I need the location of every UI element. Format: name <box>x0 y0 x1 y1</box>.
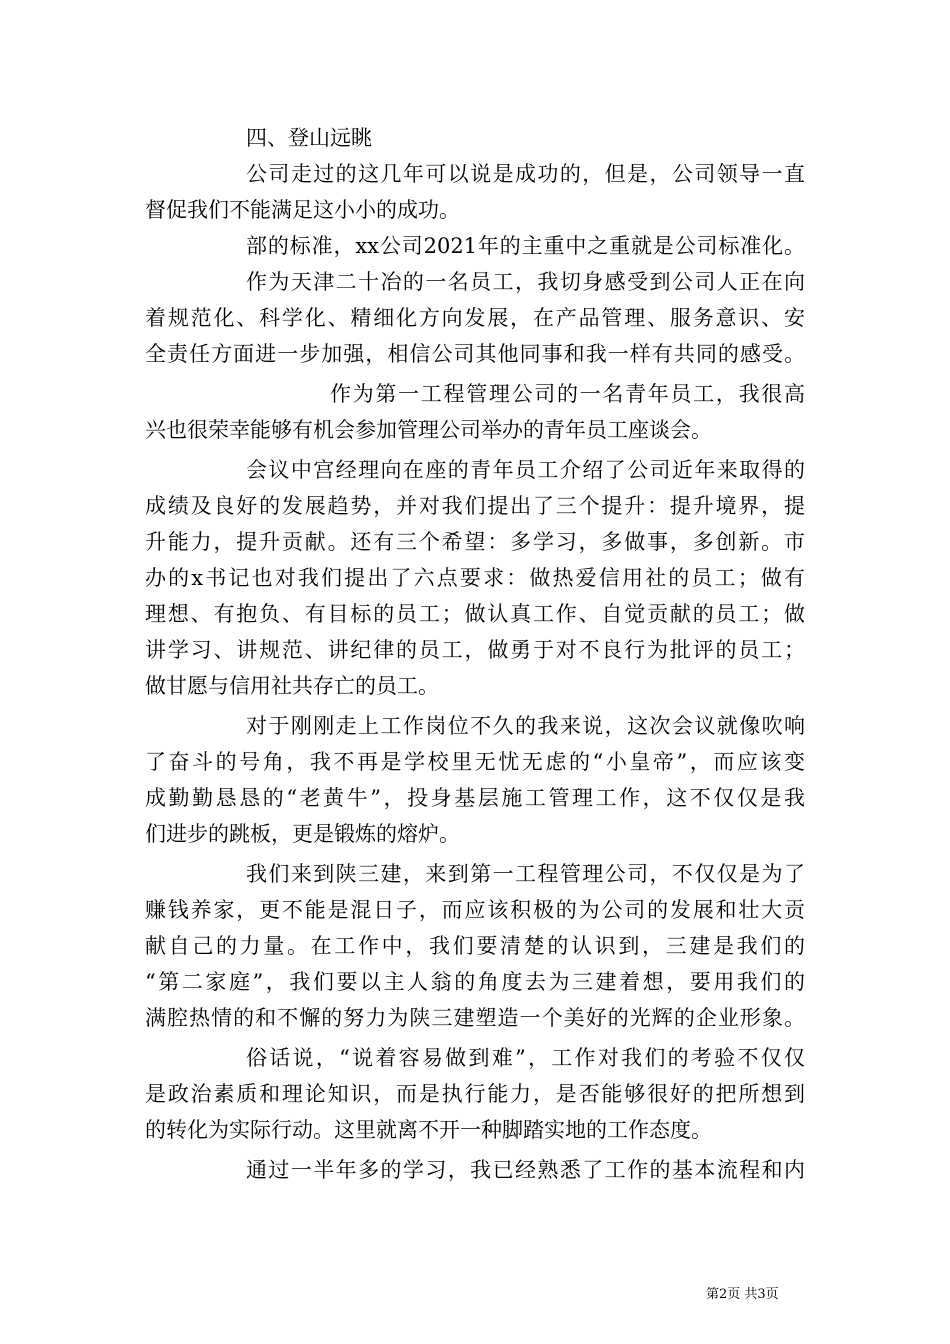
text-line: 讲学习、讲规范、讲纪律的员工，做勇于对不良行为批评的员工； <box>145 638 805 662</box>
text-line: 会议中宫经理向在座的青年员工介绍了公司近年来取得的 <box>246 458 805 482</box>
text-line: 我们来到陕三建，来到第一工程管理公司，不仅仅是为了 <box>246 862 805 886</box>
text-line: 作为天津二十冶的一名员工，我切身感受到公司人正在向 <box>246 270 805 294</box>
section-heading: 四、登山远眺 <box>246 126 372 150</box>
text-line: 办的x书记也对我们提出了六点要求：做热爱信用社的员工；做有 <box>145 566 805 590</box>
text-line: 着规范化、科学化、精细化方向发展，在产品管理、服务意识、安 <box>145 306 805 330</box>
text-line: 兴也很荣幸能够有机会参加管理公司举办的青年员工座谈会。 <box>145 418 712 442</box>
text-line: 理想、有抱负、有目标的员工；做认真工作、自觉贡献的员工；做 <box>145 602 805 626</box>
text-line: 对于刚刚走上工作岗位不久的我来说，这次会议就像吹响 <box>246 714 805 738</box>
text-line: 的转化为实际行动。这里就离不开一种脚踏实地的工作态度。 <box>145 1118 712 1142</box>
text-line: 赚钱养家，更不能是混日子，而应该积极的为公司的发展和壮大贡 <box>145 898 805 922</box>
page-number-footer: 第2页 共3页 <box>706 1287 779 1302</box>
text-line: 升能力，提升贡献。还有三个希望：多学习，多做事，多创新。市 <box>145 530 805 554</box>
text-line: 了奋斗的号角，我不再是学校里无忧无虑的“小皇帝”，而应该变 <box>145 750 805 774</box>
text-line: 作为第一工程管理公司的一名青年员工，我很高 <box>330 382 805 406</box>
text-line: 们进步的跳板，更是锻炼的熔炉。 <box>145 822 460 846</box>
text-line: 献自己的力量。在工作中，我们要清楚的认识到，三建是我们的 <box>145 934 805 958</box>
text-line: 满腔热情的和不懈的努力为陕三建塑造一个美好的光辉的企业形象。 <box>145 1006 805 1030</box>
text-line: 部的标准，xx公司2021年的主重中之重就是公司标准化。 <box>246 234 805 258</box>
text-line: 成绩及良好的发展趋势，并对我们提出了三个提升：提升境界，提 <box>145 494 805 518</box>
text-line: 俗话说，“说着容易做到难”，工作对我们的考验不仅仅 <box>246 1046 805 1070</box>
text-line: 通过一半年多的学习，我已经熟悉了工作的基本流程和内 <box>246 1158 805 1182</box>
text-line: 全责任方面进一步加强，相信公司其他同事和我一样有共同的感受。 <box>145 342 805 366</box>
text-line: 做甘愿与信用社共存亡的员工。 <box>145 674 439 698</box>
text-line: 督促我们不能满足这小小的成功。 <box>145 198 460 222</box>
text-line: 是政治素质和理论知识，而是执行能力，是否能够很好的把所想到 <box>145 1082 805 1106</box>
text-line: “第二家庭”，我们要以主人翁的角度去为三建着想，要用我们的 <box>145 970 805 994</box>
text-line: 成勤勤恳恳的“老黄牛”，投身基层施工管理工作，这不仅仅是我 <box>145 786 805 810</box>
text-line: 公司走过的这几年可以说是成功的，但是，公司领导一直 <box>246 162 805 186</box>
